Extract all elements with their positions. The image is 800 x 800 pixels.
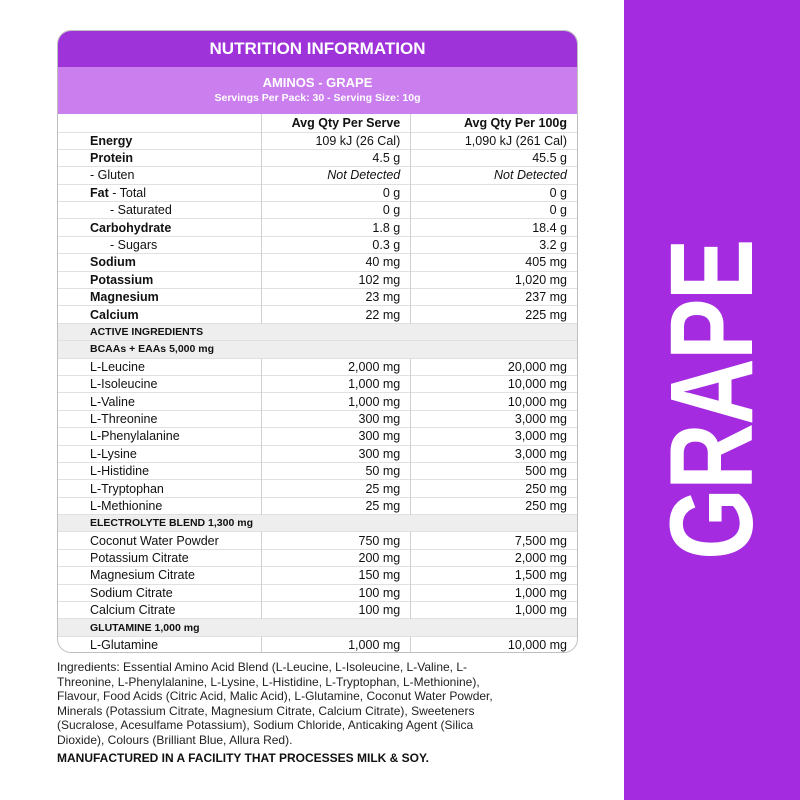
table-row	[58, 567, 577, 584]
table-row	[58, 236, 577, 253]
row-label	[58, 167, 261, 184]
table-row	[58, 549, 577, 566]
flavour-side-label: GRAPE	[646, 240, 778, 560]
nutrition-table	[58, 114, 577, 653]
table-row	[58, 428, 577, 445]
value-per-100g: 225 mg	[411, 306, 577, 323]
value-per-serve: 300 mg	[261, 428, 410, 445]
value-per-100g: 2,000 mg	[411, 549, 577, 566]
row-label: L-Isoleucine	[58, 375, 261, 392]
table-row	[58, 497, 577, 514]
nutrient-name: Fat	[90, 185, 109, 200]
row-label	[58, 132, 261, 149]
table-row	[58, 462, 577, 479]
row-label: Potassium Citrate	[58, 549, 261, 566]
row-label: L-Glutamine	[58, 636, 261, 653]
value-per-100g: 10,000 mg	[411, 393, 577, 410]
value-per-100g: 10,000 mg	[411, 636, 577, 653]
row-label: Sodium Citrate	[58, 584, 261, 601]
nutrient-name: Sodium	[90, 255, 136, 270]
value-per-100g: 500 mg	[411, 462, 577, 479]
row-label: L-Leucine	[58, 358, 261, 375]
table-row	[58, 480, 577, 497]
row-label: L-Tryptophan	[58, 480, 261, 497]
nutrient-subname: - Gluten	[90, 168, 135, 183]
servings-info: Servings Per Pack: 30 - Serving Size: 10g	[214, 92, 421, 104]
value-per-serve: 150 mg	[261, 567, 410, 584]
table-row	[58, 202, 577, 219]
table-row	[58, 254, 577, 271]
table-row	[58, 375, 577, 392]
active-ingredients-heading: ACTIVE INGREDIENTS	[58, 323, 577, 340]
panel-title: NUTRITION INFORMATION	[58, 31, 577, 67]
nutrient-subname: - Sugars	[110, 238, 158, 253]
row-label	[58, 236, 261, 253]
value-per-serve: 0 g	[261, 184, 410, 201]
value-per-serve: 200 mg	[261, 549, 410, 566]
table-row	[58, 410, 577, 427]
product-name: AMINOS - GRAPE	[262, 75, 373, 90]
table-row	[58, 219, 577, 236]
table-row	[58, 584, 577, 601]
value-per-serve: 2,000 mg	[261, 358, 410, 375]
value-per-100g: 1,500 mg	[411, 567, 577, 584]
value-per-serve: 25 mg	[261, 480, 410, 497]
nutrient-name: Carbohydrate	[90, 220, 172, 235]
table-row	[58, 636, 577, 653]
table-row	[58, 445, 577, 462]
value-per-100g: 1,000 mg	[411, 584, 577, 601]
table-row	[58, 289, 577, 306]
nutrient-name: Magnesium	[90, 290, 159, 305]
value-per-serve: 750 mg	[261, 532, 410, 549]
value-per-serve: 4.5 g	[261, 149, 410, 166]
table-header-row	[58, 114, 577, 132]
value-per-serve: 1,000 mg	[261, 375, 410, 392]
row-label: Calcium Citrate	[58, 602, 261, 619]
value-per-100g: 1,090 kJ (261 Cal)	[411, 132, 577, 149]
table-row	[58, 167, 577, 184]
value-per-100g: 3,000 mg	[411, 445, 577, 462]
col-per-100g: Avg Qty Per 100g	[411, 114, 577, 132]
value-per-serve: 1,000 mg	[261, 393, 410, 410]
value-per-100g: 7,500 mg	[411, 532, 577, 549]
nutrient-subname: - Saturated	[110, 203, 172, 218]
value-per-serve: Not Detected	[261, 167, 410, 184]
value-per-100g: 250 mg	[411, 497, 577, 514]
row-label: L-Valine	[58, 393, 261, 410]
value-per-100g: 45.5 g	[411, 149, 577, 166]
row-label	[58, 184, 261, 201]
row-label	[58, 306, 261, 323]
row-label: L-Histidine	[58, 462, 261, 479]
value-per-serve: 102 mg	[261, 271, 410, 288]
row-label	[58, 149, 261, 166]
ingredients-list: Ingredients: Essential Amino Acid Blend (L-Leucine, L-Isoleucine, L-Valine, L-Threonine, L-Phenylalanine, L-Lysine, L-Histidine, L-Tryptophan, L-Methionine), Flavour, Food Acids (Citric Acid, Malic Acid), L-Glutamine, Coconut Water Powder, Minerals (Potassium Citrate, Magnesium Citrate, Calcium Citrate), Sweeteners (Sucralose, Acesulfame Potassium), Sodium Chloride, Anticaking Agent (Silica Dioxide), Colours (Brilliant Blue, Allura Red).	[57, 660, 493, 747]
nutrition-panel	[57, 30, 578, 653]
value-per-100g: 405 mg	[411, 254, 577, 271]
row-label: L-Lysine	[58, 445, 261, 462]
row-label: L-Methionine	[58, 497, 261, 514]
value-per-100g: 3,000 mg	[411, 428, 577, 445]
panel-subheader	[58, 67, 577, 114]
col-per-serve: Avg Qty Per Serve	[261, 114, 410, 132]
value-per-100g: 1,000 mg	[411, 602, 577, 619]
value-per-100g: 237 mg	[411, 289, 577, 306]
value-per-serve: 0.3 g	[261, 236, 410, 253]
nutrient-name: Energy	[90, 133, 133, 148]
table-row	[58, 393, 577, 410]
table-row	[58, 184, 577, 201]
electrolyte-heading: ELECTROLYTE BLEND 1,300 mg	[58, 515, 577, 532]
table-row	[58, 532, 577, 549]
value-per-100g: 10,000 mg	[411, 375, 577, 392]
value-per-100g: 0 g	[411, 202, 577, 219]
value-per-100g: 20,000 mg	[411, 358, 577, 375]
table-row	[58, 271, 577, 288]
table-row	[58, 358, 577, 375]
table-row	[58, 306, 577, 323]
value-per-serve: 1.8 g	[261, 219, 410, 236]
value-per-serve: 0 g	[261, 202, 410, 219]
table-row	[58, 149, 577, 166]
row-label: Coconut Water Powder	[58, 532, 261, 549]
value-per-serve: 22 mg	[261, 306, 410, 323]
value-per-100g: 1,020 mg	[411, 271, 577, 288]
table-row	[58, 602, 577, 619]
row-label	[58, 271, 261, 288]
value-per-100g: 3.2 g	[411, 236, 577, 253]
row-label	[58, 289, 261, 306]
value-per-serve: 25 mg	[261, 497, 410, 514]
row-label: L-Threonine	[58, 410, 261, 427]
row-label	[58, 254, 261, 271]
value-per-serve: 300 mg	[261, 410, 410, 427]
value-per-serve: 23 mg	[261, 289, 410, 306]
value-per-100g: 18.4 g	[411, 219, 577, 236]
nutrient-name: Potassium	[90, 272, 154, 287]
allergen-statement: MANUFACTURED IN A FACILITY THAT PROCESSES MILK & SOY.	[57, 751, 430, 765]
table-row	[58, 132, 577, 149]
value-per-100g: Not Detected	[411, 167, 577, 184]
value-per-serve: 109 kJ (26 Cal)	[261, 132, 410, 149]
value-per-serve: 50 mg	[261, 462, 410, 479]
value-per-serve: 100 mg	[261, 602, 410, 619]
value-per-serve: 40 mg	[261, 254, 410, 271]
bcaa-heading: BCAAs + EAAs 5,000 mg	[58, 341, 577, 358]
row-label: Magnesium Citrate	[58, 567, 261, 584]
nutrient-name: Protein	[90, 151, 134, 166]
value-per-100g: 0 g	[411, 184, 577, 201]
value-per-serve: 300 mg	[261, 445, 410, 462]
value-per-serve: 1,000 mg	[261, 636, 410, 653]
value-per-serve: 100 mg	[261, 584, 410, 601]
row-label	[58, 219, 261, 236]
nutrient-name: Calcium	[90, 307, 139, 322]
row-label	[58, 202, 261, 219]
value-per-100g: 250 mg	[411, 480, 577, 497]
glutamine-heading: GLUTAMINE 1,000 mg	[58, 619, 577, 636]
row-label: L-Phenylalanine	[58, 428, 261, 445]
value-per-100g: 3,000 mg	[411, 410, 577, 427]
nutrient-subname: - Total	[108, 185, 147, 200]
